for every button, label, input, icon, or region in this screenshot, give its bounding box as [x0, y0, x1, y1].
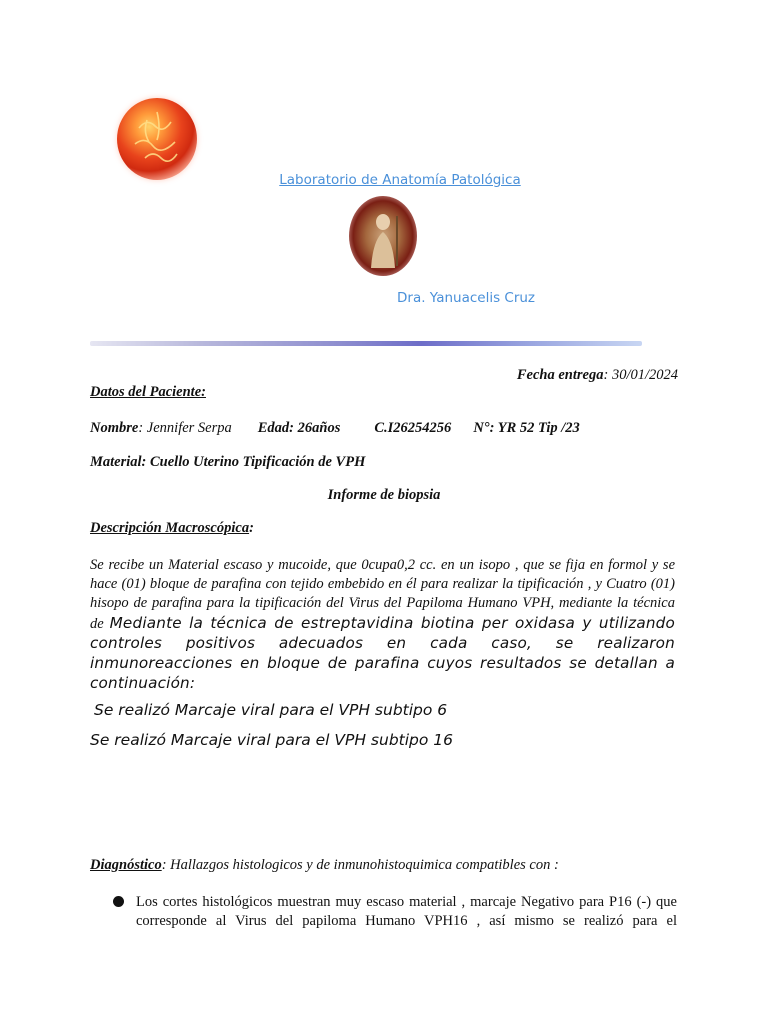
lab-title[interactable]: Laboratorio de Anatomía Patológica	[279, 172, 521, 188]
patient-name-label: Nombre	[90, 420, 139, 436]
patient-data-heading: Datos del Paciente:	[90, 384, 206, 400]
diagnosis-heading: Diagnóstico	[90, 857, 162, 873]
doctor-name: Dra. Yanuacelis Cruz	[397, 290, 536, 306]
material: Material: Cuello Uterino Tipificación de VPH	[90, 454, 366, 470]
result-line-1: Se realizó Marcaje viral para el VPH subtipo 6	[94, 701, 448, 719]
macroscopic-heading	[90, 520, 254, 537]
bullet-icon	[113, 896, 124, 907]
description-text-sans: Mediante la técnica de estreptavidina biotina per oxidasa y utilizando controles positivos adecuados en cada caso, se realizaron inmunoreacciones en bloque de parafina cuyos resultados se detallan a continuación:	[90, 613, 675, 693]
patient-name-value: : Jennifer Serpa	[138, 420, 232, 436]
macroscopic-heading-colon: :	[249, 520, 254, 536]
result-line-2: Se realizó Marcaje viral para el VPH subtipo 16	[90, 731, 454, 749]
diagnosis-bullet: Los cortes histológicos muestran muy escaso material , marcaje Negativo para P16 (-) que corresponde al Virus del papiloma Humano VPH16 , así mismo se realizó para el	[136, 894, 677, 929]
diagnosis	[90, 857, 559, 874]
lab-logo	[117, 98, 197, 180]
report-title: Informe de biopsia	[327, 487, 441, 503]
description-text-serif: Se recibe un Material escaso y mucoide, que 0cupa0,2 cc. en un isopo , que se fija en formol y se hace (01) bloque de parafina con tejido embebido en él para realizar la tipificación , y Cuatro (01) hisopo de parafina para la tipificación del Virus del Papiloma Humano VPH, mediante la técnica de	[90, 557, 675, 632]
delivery-date-label: Fecha entrega	[516, 367, 604, 383]
diagnosis-text: : Hallazgos histologicos y de inmunohistoquimica compatibles con :	[161, 857, 559, 873]
patient-info-row	[90, 420, 580, 437]
macroscopic-description	[90, 556, 675, 694]
delivery-date-value: : 30/01/2024	[603, 367, 678, 383]
asclepius-emblem	[349, 196, 417, 276]
macroscopic-heading-text: Descripción Macroscópica	[90, 520, 250, 536]
patient-id: C.I26254256	[374, 420, 452, 436]
patient-name	[90, 420, 232, 437]
header-divider	[90, 341, 642, 346]
delivery-date	[517, 367, 678, 384]
report-number: N°: YR 52 Tip /23	[473, 420, 580, 436]
patient-age: Edad: 26años	[257, 420, 341, 436]
